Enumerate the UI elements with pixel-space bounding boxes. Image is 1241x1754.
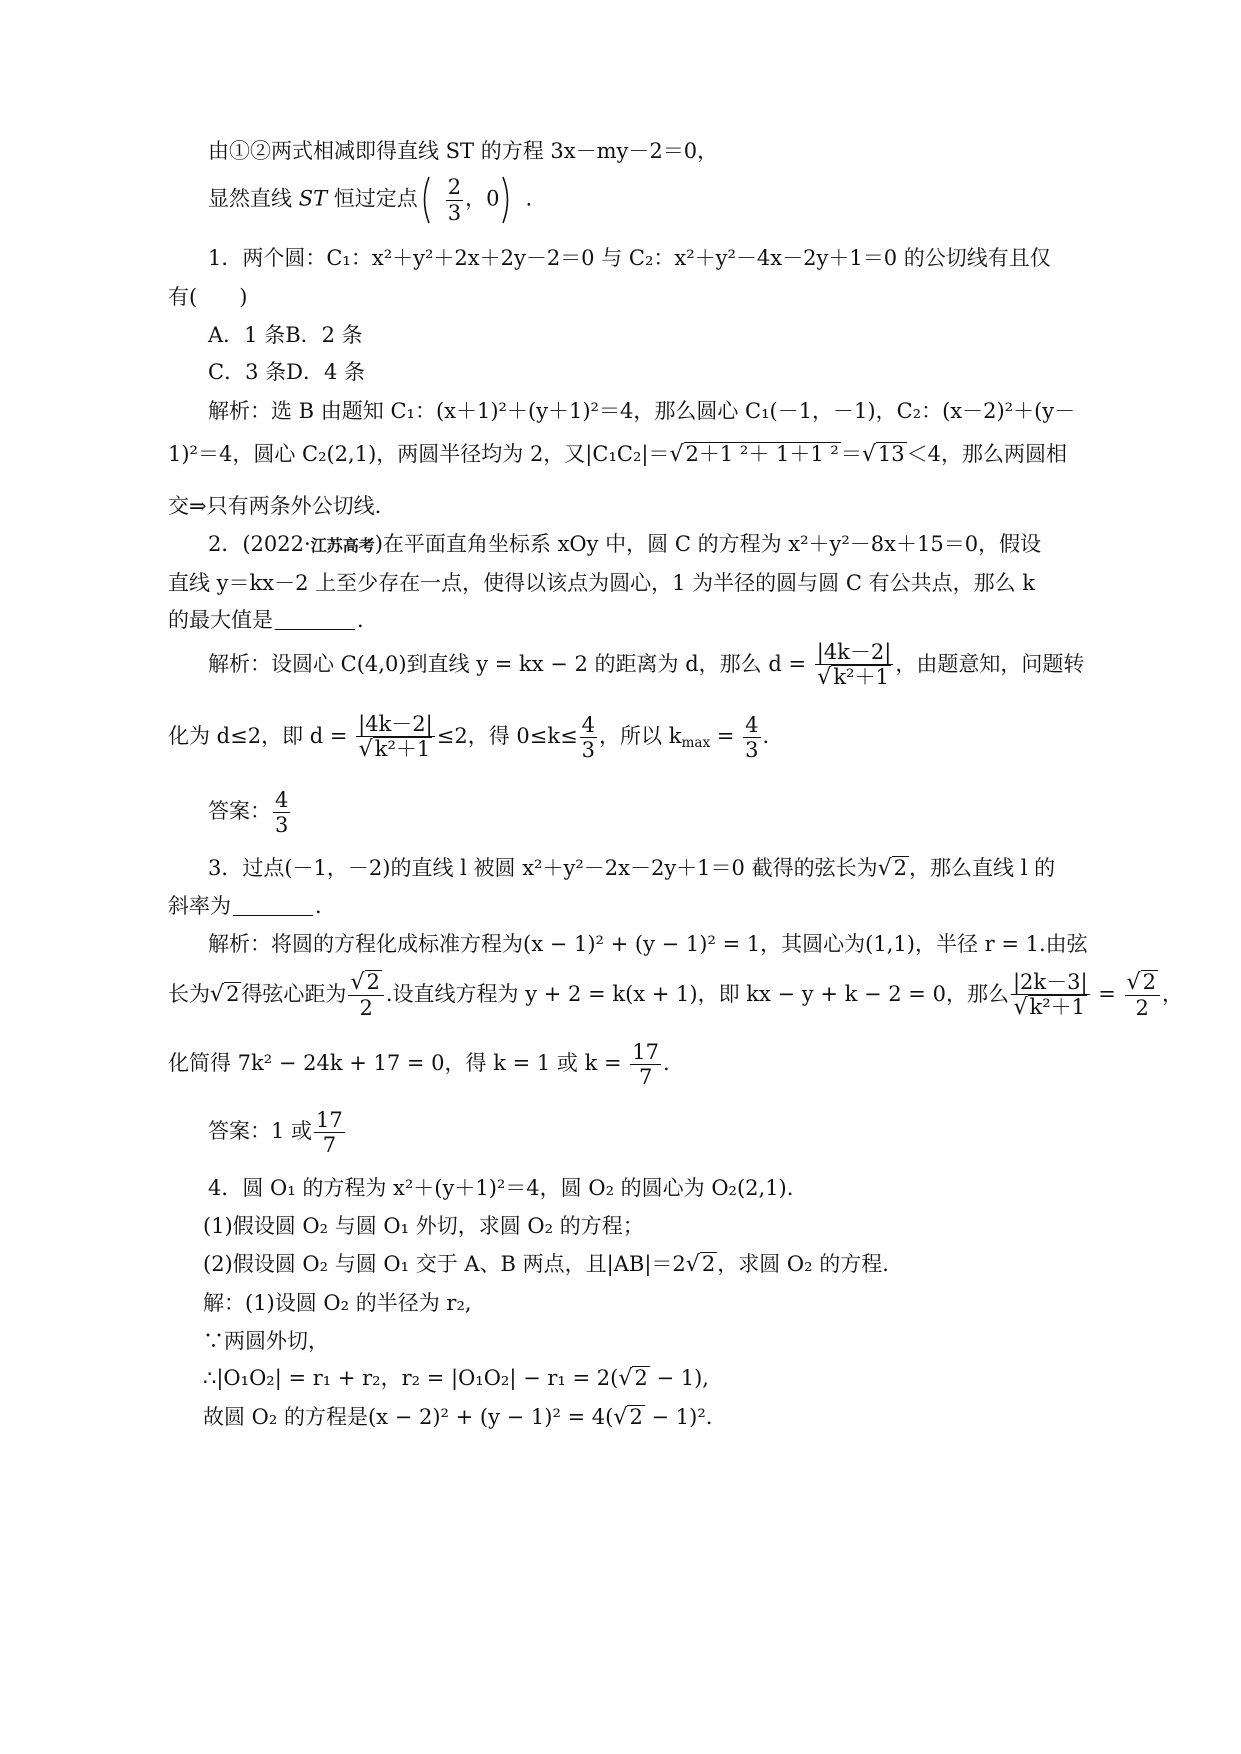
q2-stem-text-3: 的最大值是	[168, 608, 273, 632]
radicand: 2	[366, 970, 380, 994]
fraction-numerator	[348, 970, 383, 996]
fraction-numerator: |2k－3|	[1012, 970, 1088, 994]
q4-solution-line2	[203, 1325, 329, 1355]
q4-solution-line3	[203, 1362, 709, 1392]
q1-options-cd	[208, 356, 365, 386]
q3-simplify-text: 化简得 7k² − 24k + 17 = 0，得 k = 1 或 k =	[168, 1051, 629, 1076]
q1-solution-line2	[168, 438, 1067, 468]
q3-stem-text-2: 斜率为	[168, 894, 231, 918]
radicand: 2	[1142, 970, 1156, 994]
q1-solution-text-2: 1)²＝4，圆心 C₂(2,1)，两圆半径均为 2，又|C₁C₂|＝	[168, 442, 670, 466]
q3-stem-text: 3．过点(－1，－2)的直线 l 被圆 x²＋y²－2x－2y＋1＝0 截得的弦长为	[208, 856, 878, 880]
sqrt-icon: √	[1126, 970, 1141, 995]
fraction-numerator: 2	[447, 175, 462, 200]
fraction-numerator	[1125, 970, 1160, 996]
fraction-denominator: 3	[745, 737, 759, 762]
fraction-numerator: |4k－2|	[816, 640, 892, 664]
q2-source-tag: 江苏高考	[310, 536, 375, 555]
fraction-denominator: 2	[359, 996, 373, 1021]
sqrt-icon: √	[669, 442, 684, 467]
fixed-point-period: .	[525, 186, 533, 211]
q3-answer	[208, 1108, 347, 1157]
q1-option-cd-text: C．3 条D．4 条	[208, 360, 365, 384]
q3-solution-line1	[208, 928, 1088, 958]
q3-answer-fraction	[314, 1108, 345, 1157]
q4-stem-text: 4．圆 O₁ 的方程为 x²＋(y＋1)²＝4，圆 O₂ 的圆心为 O₂(2,1).	[208, 1176, 794, 1200]
q4-solution-text-4b: − 1)².	[644, 1405, 713, 1429]
fraction-denominator: 3	[447, 200, 462, 225]
q4-part2	[203, 1248, 889, 1278]
q2-answer-fraction	[273, 788, 290, 837]
q2-solution-line1	[208, 640, 1084, 690]
q3-k-fraction	[630, 1040, 661, 1089]
q2-inequality-text: ≤2，得 0≤k≤	[436, 723, 578, 748]
q2-kmax-label: ，所以 k	[599, 723, 682, 748]
q3-result-fraction	[1125, 970, 1160, 1020]
q1-option-ab-text: A．1 条B．2 条	[208, 323, 363, 347]
q3-stem-text-b: ，那么直线 l 的	[909, 856, 1056, 880]
answer-blank	[233, 914, 313, 916]
line-st-label: ST	[298, 186, 328, 211]
fraction-denominator	[356, 737, 435, 762]
fraction-numerator: 17	[632, 1040, 660, 1064]
q4-solution-text-3b: − 1),	[649, 1366, 709, 1390]
q4-part1	[203, 1210, 644, 1240]
fraction-numerator: |4k－2|	[358, 712, 433, 736]
q1-solution-line3	[168, 490, 381, 520]
q2-solution-line2	[168, 712, 769, 762]
q3-solution-line2	[168, 970, 1183, 1020]
q4-solution-text-2: ∵两圆外切，	[203, 1329, 329, 1353]
q3-answer-label: 答案：1 或	[208, 1119, 313, 1144]
answer-blank	[275, 628, 355, 630]
fixed-point-prefix: 显然直线	[208, 186, 299, 211]
q2-solution-text-b: ，由题意知，问题转	[895, 651, 1085, 676]
sqrt-icon: √	[817, 665, 832, 691]
fraction-numerator: 4	[275, 788, 289, 812]
radicand: k²＋1	[374, 737, 431, 762]
q1-solution-text-3: ＜4，那么两圆相	[906, 442, 1067, 466]
fraction-numerator: 4	[745, 712, 759, 737]
q3-distance-fraction	[348, 970, 383, 1020]
radicand: 2	[629, 1405, 643, 1429]
q4-stem-line1	[208, 1172, 793, 1202]
text-line-st-equation	[208, 135, 718, 165]
fraction-numerator: 4	[581, 712, 596, 737]
q3-solution-text-2: 长为	[168, 981, 210, 1006]
right-paren-icon	[500, 175, 526, 225]
q2-distance-fraction	[815, 640, 894, 690]
q2-kmax-fraction	[743, 713, 760, 762]
q2-stem-line2	[168, 567, 1035, 597]
q4-solution-line4	[203, 1401, 712, 1431]
fraction-denominator: 7	[638, 1065, 653, 1090]
q1-solution-line1	[208, 395, 1075, 425]
q1-conclusion-text: 交⇒只有两条外公切线.	[168, 494, 382, 518]
q3-stem-end: .	[315, 894, 322, 918]
radicand: 2	[634, 1366, 648, 1390]
q1-stem-text-2: 有( )	[168, 285, 248, 309]
q2-answer	[208, 788, 292, 837]
q3-stem-line2	[168, 890, 322, 920]
q2-stem-end: .	[357, 608, 364, 632]
q3-line-equation-text: .设直线方程为 y + 2 = k(x + 1)，即 kx − y + k − 2 = 0，那么	[385, 981, 1009, 1006]
q3-stem-line1	[208, 852, 1055, 882]
q2-period: .	[762, 723, 770, 748]
q3-chord-distance-label: 得弦心距为	[241, 981, 347, 1006]
fraction-denominator: 2	[1135, 996, 1149, 1021]
sqrt-icon: √	[618, 1366, 633, 1391]
fraction-denominator	[1011, 995, 1090, 1020]
q4-part2-text: (2)假设圆 O₂ 与圆 O₁ 交于 A、B 两点，且|AB|＝2	[203, 1252, 686, 1276]
q3-solution-line3	[168, 1040, 670, 1089]
radicand: k²＋1	[833, 665, 889, 690]
q2-distance-fraction-2	[356, 712, 435, 762]
radicand: 2	[893, 856, 908, 880]
q3-period: .	[663, 1051, 670, 1076]
sqrt-icon: √	[350, 970, 365, 995]
sqrt-icon: √	[861, 442, 876, 467]
left-paren-icon	[418, 175, 444, 225]
q2-solution-text: 解析：设圆心 C(4,0)到直线 y = kx − 2 的距离为 d，那么 d =	[208, 651, 813, 676]
radicand: 2	[226, 981, 240, 1006]
q2-stem-line3	[168, 604, 364, 634]
q4-part1-text: (1)假设圆 O₂ 与圆 O₁ 外切，求圆 O₂ 的方程；	[203, 1214, 644, 1238]
st-equation-text: 由①②两式相减即得直线 ST 的方程 3x－my－2＝0，	[208, 139, 719, 163]
radicand: 2	[701, 1252, 716, 1276]
q2-bound-fraction	[580, 713, 597, 762]
q2-kmax-subscript: max	[681, 734, 711, 751]
q3-solution-text: 解析：将圆的方程化成标准方程为(x − 1)² + (y − 1)² = 1，其圆心为(1,1)，半径 r = 1.由弦	[208, 932, 1088, 956]
q2-stem-text-2: 直线 y＝kx－2 上至少存在一点，使得以该点为圆心，1 为半径的圆与圆 C 有公共点，那么 k	[168, 571, 1035, 595]
fixed-point-mid: 恒过定点	[327, 186, 418, 211]
q1-stem-line2	[168, 281, 247, 311]
q1-radicand-13: 13	[877, 442, 905, 466]
sqrt-icon: √	[1013, 995, 1028, 1021]
fraction-denominator: 7	[322, 1133, 337, 1158]
radicand: k²＋1	[1029, 995, 1086, 1020]
sqrt-icon: √	[685, 1252, 700, 1277]
sqrt-icon: √	[877, 856, 892, 881]
q1-radicand: 2＋1 ²＋ 1＋1 ²	[685, 442, 839, 466]
fixed-point-zero: ，0	[465, 186, 500, 211]
q2-solution-text-2: 化为 d≤2，即 d =	[168, 723, 355, 748]
sqrt-icon: √	[358, 737, 373, 763]
sqrt-icon: √	[210, 981, 225, 1007]
q2-answer-label: 答案：	[208, 799, 271, 824]
q2-equals: =	[710, 723, 742, 748]
q1-stem-line1	[208, 242, 1051, 272]
q4-part2-text-b: ，求圆 O₂ 的方程.	[717, 1252, 889, 1276]
text-line-fixed-point	[208, 175, 532, 225]
q4-solution-text-4: 故圆 O₂ 的方程是(x − 2)² + (y − 1)² = 4(	[203, 1405, 614, 1429]
q3-equals: =	[1091, 981, 1123, 1006]
q1-options-ab	[208, 319, 363, 349]
sqrt-icon: √	[613, 1405, 628, 1430]
fixed-point-fraction	[446, 175, 463, 224]
fraction-denominator: 3	[275, 813, 289, 838]
q1-solution-text: 解析：选 B 由题知 C₁：(x＋1)²＋(y＋1)²＝4，那么圆心 C₁(－1，－1)，C₂：(x－2)²＋(y－	[208, 399, 1076, 423]
fraction-denominator	[815, 665, 894, 690]
fraction-denominator: 3	[581, 737, 596, 762]
q3-comma: ，	[1161, 981, 1183, 1006]
q4-solution-text: 解：(1)设圆 O₂ 的半径为 r₂,	[203, 1291, 472, 1315]
q1-stem-text: 1．两个圆：C₁：x²＋y²＋2x＋2y－2＝0 与 C₂：x²＋y²－4x－2y＋1＝0 的公切线有且仅	[208, 246, 1051, 270]
q2-stem-line1	[208, 528, 1041, 558]
q3-distance-formula	[1011, 970, 1090, 1020]
q4-solution-text-3: ∴|O₁O₂| = r₁ + r₂，r₂ = |O₁O₂| − r₁ = 2(	[203, 1366, 619, 1390]
q4-solution-line1	[203, 1287, 472, 1317]
fraction-numerator: 17	[316, 1108, 343, 1132]
q2-stem-text-b: )在平面直角坐标系 xOy 中，圆 C 的方程为 x²＋y²－8x＋15＝0，假设	[374, 532, 1042, 556]
q1-equals: ＝	[840, 442, 862, 466]
q2-stem-text: 2．(2022·	[208, 532, 311, 556]
